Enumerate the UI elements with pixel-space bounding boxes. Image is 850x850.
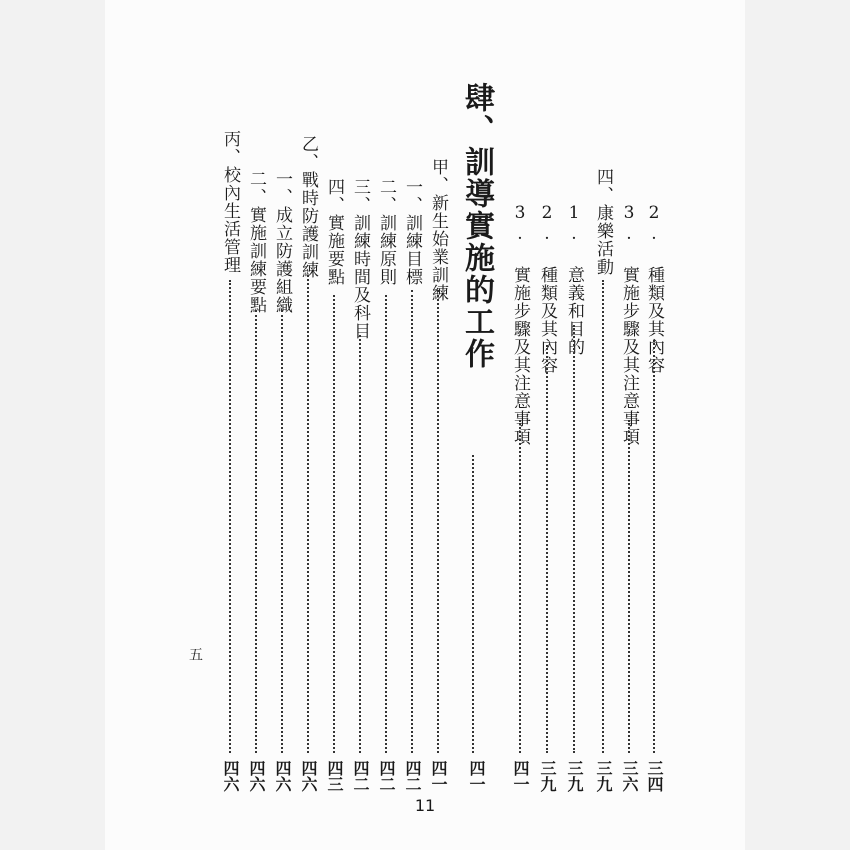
leader-dots (573, 325, 575, 753)
toc-entry-page: 三九 (594, 760, 613, 792)
toc-entry-text: 一、訓練目標 (402, 178, 422, 286)
leader-dots (472, 455, 474, 753)
leader-dots (411, 290, 413, 753)
toc-entry-page: 三九 (565, 760, 584, 792)
toc-entry-page: 四六 (221, 760, 240, 792)
leader-dots (437, 290, 439, 753)
toc-entry-page: 四六 (247, 760, 266, 792)
leader-dots (229, 280, 231, 753)
toc-entry-page: 三九 (538, 760, 557, 792)
toc-entry-text: 二、實施訓練要點 (246, 170, 266, 314)
toc-entry-text: 四、實施要點 (324, 178, 344, 286)
toc-entry-page: 四六 (299, 760, 318, 792)
toc-main-heading-page: 四一 (467, 760, 486, 792)
toc-entry-page: 四三 (325, 760, 344, 792)
toc-entry-page: 三四 (645, 760, 664, 792)
toc-entry (586, 0, 620, 850)
toc-entry-text: 四、康樂活動 (593, 168, 613, 276)
toc-entry-text: 1. 意義和目的 (564, 203, 584, 356)
toc-entry-text: 三、訓練時間及科目 (350, 178, 370, 340)
toc-entry-page: 四二 (403, 760, 422, 792)
leader-dots (255, 310, 257, 753)
page-number: 11 (414, 796, 436, 815)
leader-dots (359, 335, 361, 753)
toc-entry-text: 一、成立防護組織 (272, 170, 292, 314)
toc-main-heading (456, 0, 494, 850)
toc-entry (213, 0, 247, 850)
toc-entry-page: 四六 (273, 760, 292, 792)
leader-dots (653, 340, 655, 753)
toc-entry-page: 三六 (620, 760, 639, 792)
toc-entry-text: 丙、校內生活管理 (220, 130, 240, 274)
toc-entry-page: 四二 (351, 760, 370, 792)
toc-entry-text: 2. 種類及其內容 (537, 203, 557, 374)
leader-dots (307, 275, 309, 753)
leader-dots (281, 310, 283, 753)
toc-entry (503, 0, 537, 850)
toc-entry-text: 2. 種類及其內容 (644, 203, 664, 374)
leader-dots (546, 345, 548, 753)
leader-dots (628, 420, 630, 753)
margin-label: 五 (187, 647, 203, 661)
toc-entry-text: 3. 實施步驟及其注意事項 (619, 203, 639, 446)
leader-dots (385, 295, 387, 753)
leader-dots (519, 420, 521, 753)
toc-entry-text: 甲、新生始業訓練 (428, 158, 448, 302)
toc-entry-text: 二、訓練原則 (376, 178, 396, 286)
toc-entry-text: 3. 實施步驟及其注意事項 (510, 203, 530, 446)
toc-entry-page: 四一 (429, 760, 448, 792)
toc-entry-page: 四二 (377, 760, 396, 792)
leader-dots (602, 280, 604, 753)
toc-entry-text: 乙、戰時防護訓練 (298, 135, 318, 279)
toc-main-heading-text: 肆、訓導實施的工作 (459, 82, 494, 370)
toc-entry-page: 四一 (511, 760, 530, 792)
leader-dots (333, 295, 335, 753)
